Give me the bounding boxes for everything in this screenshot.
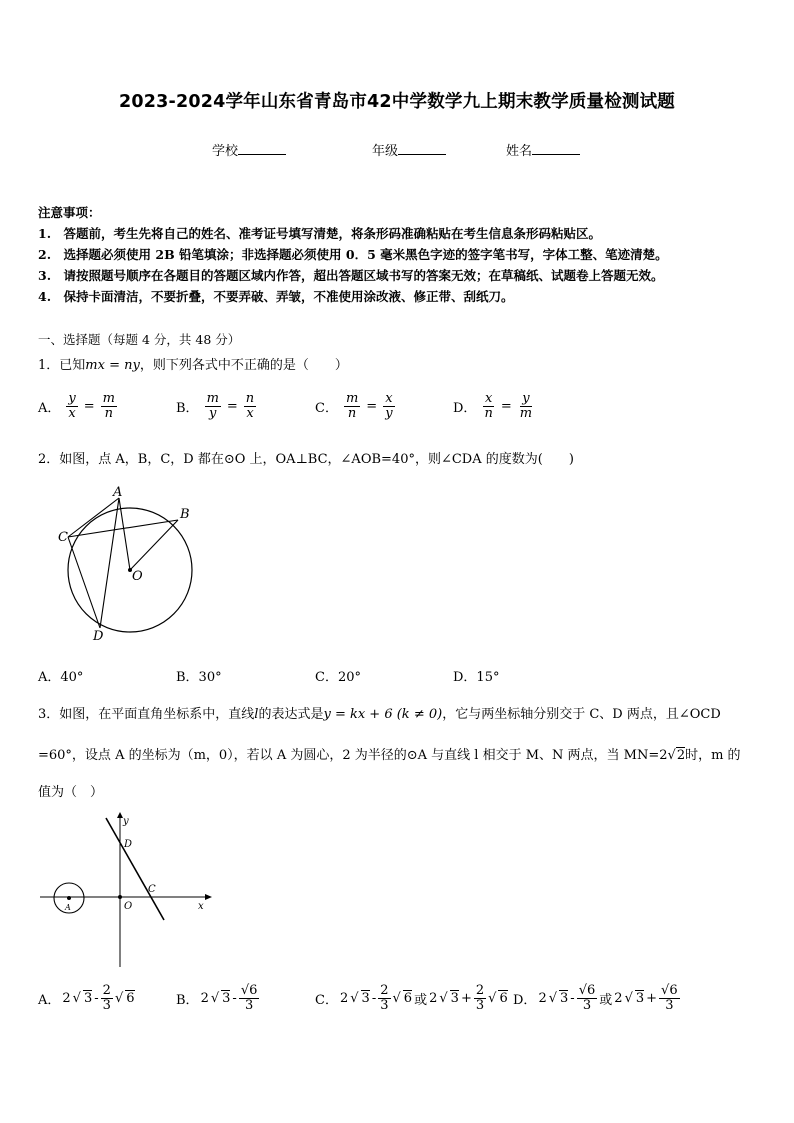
radicand: 3 bbox=[450, 991, 459, 1007]
question-2: 2．如图，点 A，B，C，D 都在⊙O 上，OA⊥BC，∠AOB=40°，则∠CDA 的度数为( ) bbox=[38, 452, 574, 467]
numerator: n bbox=[245, 391, 255, 406]
or-text: 或 bbox=[414, 992, 428, 1008]
label-a: A bbox=[113, 485, 123, 500]
segment-cd bbox=[68, 537, 100, 628]
denominator: 3 bbox=[665, 997, 674, 1013]
denominator: x bbox=[68, 405, 76, 421]
denominator: 3 bbox=[244, 997, 254, 1013]
numerator: x bbox=[484, 391, 493, 406]
numerator: 2 bbox=[475, 983, 485, 998]
denominator: 3 bbox=[475, 997, 485, 1013]
coefficient: 2 bbox=[429, 990, 438, 1006]
q1-suffix: ，则下列各式中不正确的是（ ） bbox=[139, 358, 348, 373]
numerator: 2 bbox=[380, 983, 389, 998]
denominator: x bbox=[246, 405, 254, 421]
question-3-line-3: 值为（ ） bbox=[38, 785, 104, 800]
q1-option-b[interactable]: B． $\frac{m}{y}$ = $\frac{n}{x}$ bbox=[176, 391, 255, 421]
coefficient: 2 bbox=[339, 990, 349, 1006]
option-label: D． bbox=[513, 992, 537, 1008]
radicand: 3 bbox=[361, 991, 370, 1007]
numerator: √6 bbox=[661, 983, 678, 998]
numerator: y bbox=[522, 391, 530, 406]
q2-option-c[interactable]: C．20° bbox=[315, 670, 361, 685]
school-field bbox=[212, 140, 286, 159]
fraction bbox=[659, 984, 680, 1012]
denominator: n bbox=[104, 405, 113, 421]
line-l bbox=[106, 818, 164, 920]
operator: - bbox=[570, 990, 575, 1006]
fraction bbox=[244, 392, 256, 420]
name-field bbox=[506, 140, 580, 159]
note-item: 2. 选择题必须使用 2B 铅笔填涂；非选择题必须使用 0．5 毫米黑色字迹的签字笔书写，字体工整、笔迹清楚。 bbox=[38, 247, 668, 262]
question-3-line-1 bbox=[38, 703, 721, 722]
grade-field bbox=[372, 140, 446, 159]
school-label: 学校 bbox=[212, 144, 239, 159]
fraction bbox=[344, 392, 360, 420]
q3-text: 时，m 的 bbox=[685, 748, 741, 763]
label-c: C bbox=[58, 530, 68, 545]
coefficient: 2 bbox=[614, 990, 623, 1006]
operator: - bbox=[94, 990, 99, 1006]
note-item: 3. 请按照题号顺序在各题目的答题区域内作答，超出答题区域书写的答案无效；在草稿纸、试题卷上答题无效。 bbox=[38, 268, 664, 283]
q2-circle-figure bbox=[50, 478, 210, 648]
label-d: D bbox=[93, 629, 104, 644]
fraction bbox=[474, 984, 486, 1012]
numerator: m bbox=[345, 391, 359, 406]
radicand: 3 bbox=[635, 991, 645, 1007]
radicand: 6 bbox=[126, 991, 135, 1007]
denominator: y bbox=[209, 405, 217, 421]
segment-ac bbox=[68, 498, 119, 537]
numerator: 2 bbox=[102, 983, 111, 998]
operator: + bbox=[646, 990, 658, 1006]
q1-option-c[interactable]: C． $\frac{m}{n}$ = $\frac{x}{y}$ bbox=[315, 391, 393, 421]
label-b: B bbox=[180, 507, 190, 522]
q3-option-a[interactable]: A． 2 √ 3 - $\frac{2}{3}$ √ 6 bbox=[38, 983, 135, 1013]
point-a bbox=[67, 896, 71, 900]
section-heading: 一、选择题（每题 4 分，共 48 分） bbox=[38, 332, 241, 347]
radicand: 3 bbox=[83, 991, 93, 1007]
q3-text: ，它与两坐标轴分别交于 C、D 两点，且∠OCD bbox=[442, 707, 721, 722]
q3-expression: y = kx + 6 (k ≠ 0) bbox=[323, 707, 443, 722]
denominator: y bbox=[385, 405, 393, 421]
option-label: A． bbox=[38, 400, 61, 416]
q2-option-d[interactable]: D．15° bbox=[453, 670, 500, 685]
numerator: m bbox=[206, 391, 219, 406]
fraction bbox=[205, 392, 221, 420]
coefficient: 2 bbox=[538, 990, 547, 1006]
grade-blank[interactable] bbox=[398, 142, 446, 155]
label-a: A bbox=[65, 903, 71, 912]
segment-ob bbox=[130, 520, 178, 570]
denominator: 3 bbox=[380, 997, 389, 1013]
coefficient: 2 bbox=[62, 990, 71, 1006]
numerator: y bbox=[68, 391, 76, 406]
q2-option-b[interactable]: B．30° bbox=[176, 670, 222, 685]
radicand: 3 bbox=[560, 991, 569, 1007]
fraction bbox=[66, 392, 77, 420]
radicand: 2 bbox=[676, 748, 686, 763]
numerator: m bbox=[102, 391, 115, 406]
question-1 bbox=[38, 354, 348, 373]
question-3-line-2: =60°，设点 A 的坐标为（m，0），若以 A 为圆心，2 为半径的⊙A 与直线 l 相交于 M、N 两点，当 MN=2√2时，m 的 bbox=[38, 748, 741, 763]
note-item: 1. 答题前，考生先将自己的姓名、准考证号填写清楚，将条形码准确粘贴在考生信息条形码粘贴区。 bbox=[38, 226, 602, 241]
segment-da bbox=[100, 498, 119, 628]
operator: - bbox=[371, 990, 377, 1006]
operator: - bbox=[232, 990, 237, 1006]
fraction bbox=[378, 984, 390, 1012]
denominator: 3 bbox=[582, 997, 592, 1013]
coefficient: 2 bbox=[200, 990, 209, 1006]
notes-heading: 注意事项： bbox=[38, 205, 101, 220]
option-label: D． bbox=[453, 400, 477, 416]
fraction bbox=[239, 984, 260, 1012]
school-blank[interactable] bbox=[238, 142, 286, 155]
q3-option-b[interactable]: B． 2 √ 3 - $\frac{√6}{3}$ bbox=[176, 983, 258, 1013]
q1-option-d[interactable]: D． $\frac{x}{n}$ = $\frac{y}{m}$ bbox=[453, 391, 533, 421]
option-label: C． bbox=[315, 992, 338, 1008]
label-x: x bbox=[198, 901, 204, 912]
label-o: O bbox=[124, 901, 133, 912]
option-label: C． bbox=[315, 400, 338, 416]
point-o bbox=[118, 895, 122, 899]
q2-option-a[interactable]: A．40° bbox=[38, 670, 84, 685]
q3-text: 3．如图，在平面直角坐标系中，直线 bbox=[38, 707, 255, 722]
option-label: B． bbox=[176, 400, 199, 416]
grade-label: 年级 bbox=[372, 144, 399, 159]
denominator: 3 bbox=[102, 997, 111, 1013]
numerator: √6 bbox=[240, 983, 258, 998]
fraction bbox=[383, 392, 394, 420]
q3-option-d[interactable]: D． 2 √ 3 - $\frac{√6}{3}$ 或 2 √ 3 + $\frac{√6}{3}$ bbox=[513, 983, 678, 1013]
option-label: B． bbox=[176, 992, 199, 1008]
label-d: D bbox=[124, 839, 133, 850]
q3-option-c[interactable]: C． 2 √ 3 - $\frac{2}{3}$ √ 6 或 2 √ 3 + $\frac{2}{3}$ √ 6 bbox=[315, 983, 508, 1013]
radicand: 6 bbox=[403, 991, 413, 1007]
radicand: 6 bbox=[499, 991, 508, 1007]
label-y: y bbox=[123, 816, 129, 827]
q3-coordinate-figure bbox=[40, 812, 215, 972]
q3-line-symbol: l bbox=[254, 707, 259, 722]
label-o: O bbox=[132, 569, 143, 584]
x-arrow-icon bbox=[205, 894, 212, 900]
label-c: C bbox=[148, 884, 156, 895]
denominator: n bbox=[484, 405, 493, 421]
q1-option-a[interactable]: A． $\frac{y}{x}$ = $\frac{m}{n}$ bbox=[38, 391, 115, 421]
option-label: A． bbox=[38, 992, 61, 1008]
fraction bbox=[482, 392, 494, 420]
q1-prefix: 1．已知 bbox=[38, 358, 86, 373]
or-text: 或 bbox=[599, 992, 613, 1008]
denominator: m bbox=[519, 405, 533, 421]
fraction bbox=[101, 392, 117, 420]
q1-expr: mx = ny bbox=[85, 358, 140, 373]
fraction bbox=[518, 392, 534, 420]
denominator: n bbox=[347, 405, 357, 421]
q3-text: 的表达式是 bbox=[258, 707, 324, 722]
numerator: x bbox=[385, 391, 393, 406]
name-label: 姓名 bbox=[506, 144, 533, 159]
fraction bbox=[577, 984, 598, 1012]
fraction bbox=[101, 984, 113, 1012]
name-blank[interactable] bbox=[532, 142, 580, 155]
radicand: 3 bbox=[222, 991, 231, 1007]
numerator: √6 bbox=[578, 983, 596, 998]
operator: + bbox=[460, 990, 472, 1006]
page-title: 2023-2024学年山东省青岛市42中学数学九上期末教学质量检测试题 bbox=[118, 92, 676, 112]
note-item: 4. 保持卡面清洁，不要折叠，不要弄破、弄皱，不准使用涂改液、修正带、刮纸刀。 bbox=[38, 289, 514, 304]
q3-text: =60°，设点 A 的坐标为（m，0），若以 A 为圆心，2 为半径的⊙A 与直线 l 相交于 M、N 两点，当 MN=2 bbox=[38, 748, 668, 763]
